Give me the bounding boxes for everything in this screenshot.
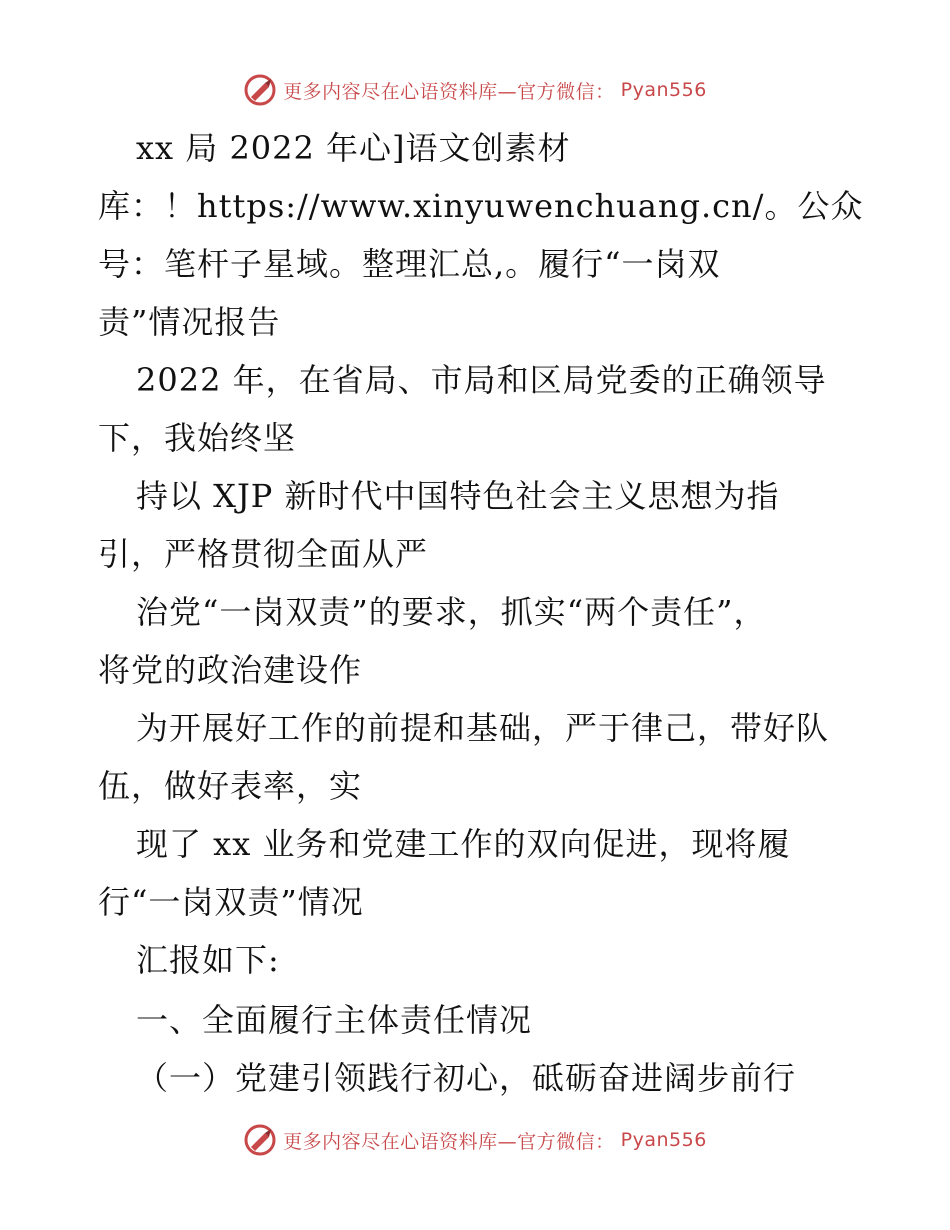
logo-icon [243,1123,277,1157]
subsection-heading: （一）党建引领践行初心，砥砺奋进阔步前行 [136,1059,797,1097]
text-line: 责”情况报告 [98,303,281,341]
section-heading: 一、全面履行主体责任情况 [136,1001,533,1039]
text-line: 伍，做好表率，实 [98,767,363,805]
watermark-handle: Pyan556 [620,1129,707,1151]
text-line: 将党的政治建设作 [98,651,363,689]
logo-icon [243,73,277,107]
text-line: 现了 xx 业务和党建工作的双向促进，现将履 [136,825,791,863]
text-line: xx 局 2022 年心]语文创素材 [136,129,571,167]
text-line: 2022 年，在省局、市局和区局党委的正确领导 [136,361,827,399]
text-line: 引，严格贯彻全面从严 [98,535,429,573]
footer-watermark [0,1120,950,1160]
text-line: 持以 XJP 新时代中国特色社会主义思想为指 [136,477,780,515]
text-line: 为开展好工作的前提和基础，严于律己，带好队 [136,709,830,747]
watermark-handle: Pyan556 [620,79,707,101]
text-line: 行“一岗双责”情况 [98,883,364,921]
text-line: 号：笔杆子星域。整理汇总,。履行“一岗双 [98,245,721,283]
watermark-text: 更多内容尽在心语资料库—官方微信： [283,80,615,103]
text-line: 治党“一岗双责”的要求，抓实“两个责任”， [136,593,767,631]
text-line: 库：！https://www.xinyuwenchuang.cn/。公众 [98,187,864,225]
header-watermark [0,70,950,110]
text-line: 下，我始终坚 [98,419,297,457]
watermark-text: 更多内容尽在心语资料库—官方微信： [283,1130,615,1153]
text-line: 汇报如下: [136,941,280,979]
